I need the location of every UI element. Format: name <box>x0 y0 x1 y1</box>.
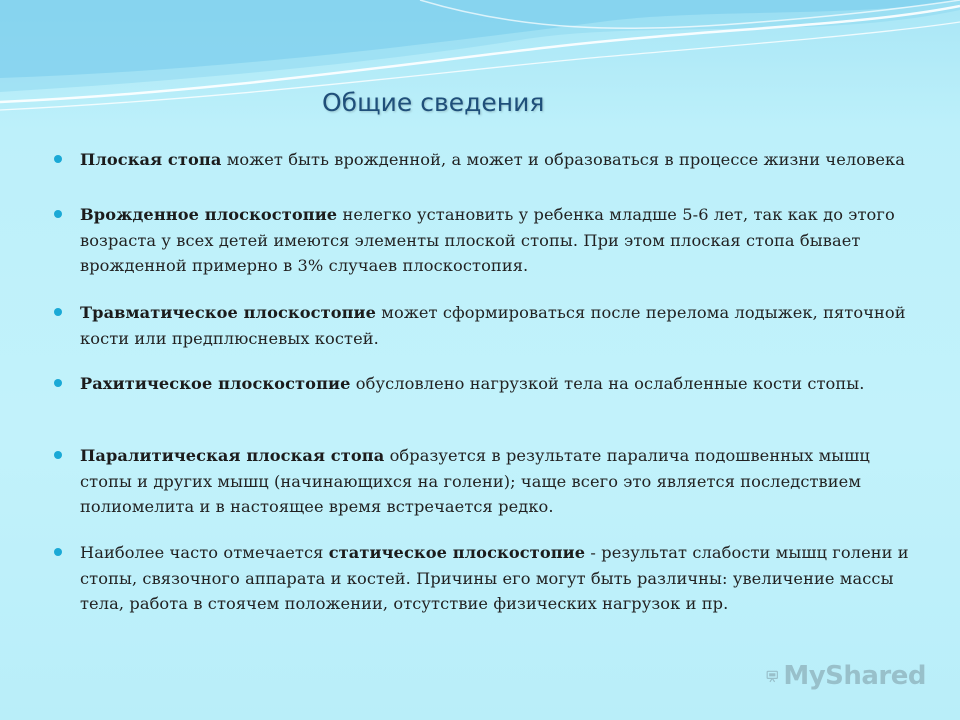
description: может сформироваться после перелома лодыжек, пяточной кости или предплюсневых костей. <box>80 303 906 348</box>
term: Врожденное плоскостопие <box>80 205 338 224</box>
bullet-dot-icon <box>54 155 62 163</box>
list-item <box>54 371 914 397</box>
list-item <box>54 202 914 279</box>
presentation-board-icon <box>766 659 779 693</box>
list-item <box>54 300 914 351</box>
description: нелегко установить у ребенка младше 5-6 лет, так как до этого возраста у всех детей имеются элементы плоской стопы. При этом плоская стопа бывает врожденной примерно в 3% случаев плоскостопия. <box>80 205 895 275</box>
term: Травматическое плоскостопие <box>80 303 377 322</box>
bullet-dot-icon <box>54 308 62 316</box>
bullet-dot-icon <box>54 451 62 459</box>
description: - результат слабости мышц голени и стопы, связочного аппарата и костей. Причины его могут быть различны: увеличение массы тела, работа в стоячем положении, отсутствие физических нагрузок и пр. <box>80 543 909 613</box>
description: может быть врожденной, а может и образоваться в процессе жизни человека <box>221 150 905 169</box>
term: Рахитическое плоскостопие <box>80 374 351 393</box>
bullet-dot-icon <box>54 548 62 556</box>
bullet-dot-icon <box>54 210 62 218</box>
list-item <box>54 540 914 617</box>
list-item <box>54 443 914 520</box>
term: Плоская стопа <box>80 150 222 169</box>
term: статическое плоскостопие <box>328 543 586 562</box>
myshared-watermark <box>766 656 926 696</box>
term: Паралитическая плоская стопа <box>80 446 385 465</box>
description: образуется в результате паралича подошвенных мышц стопы и других мышц (начинающихся на голени); чаще всего это является последствием полиомелита и в настоящее время встречается редко. <box>80 446 870 516</box>
bullet-dot-icon <box>54 379 62 387</box>
slide-title: Общие сведения <box>322 88 545 117</box>
description-prefix: Наиболее часто отмечается <box>80 543 329 562</box>
list-item <box>54 147 914 173</box>
description: обусловлено нагрузкой тела на ослабленные кости стопы. <box>350 374 865 393</box>
watermark-text: MyShared <box>783 661 926 691</box>
